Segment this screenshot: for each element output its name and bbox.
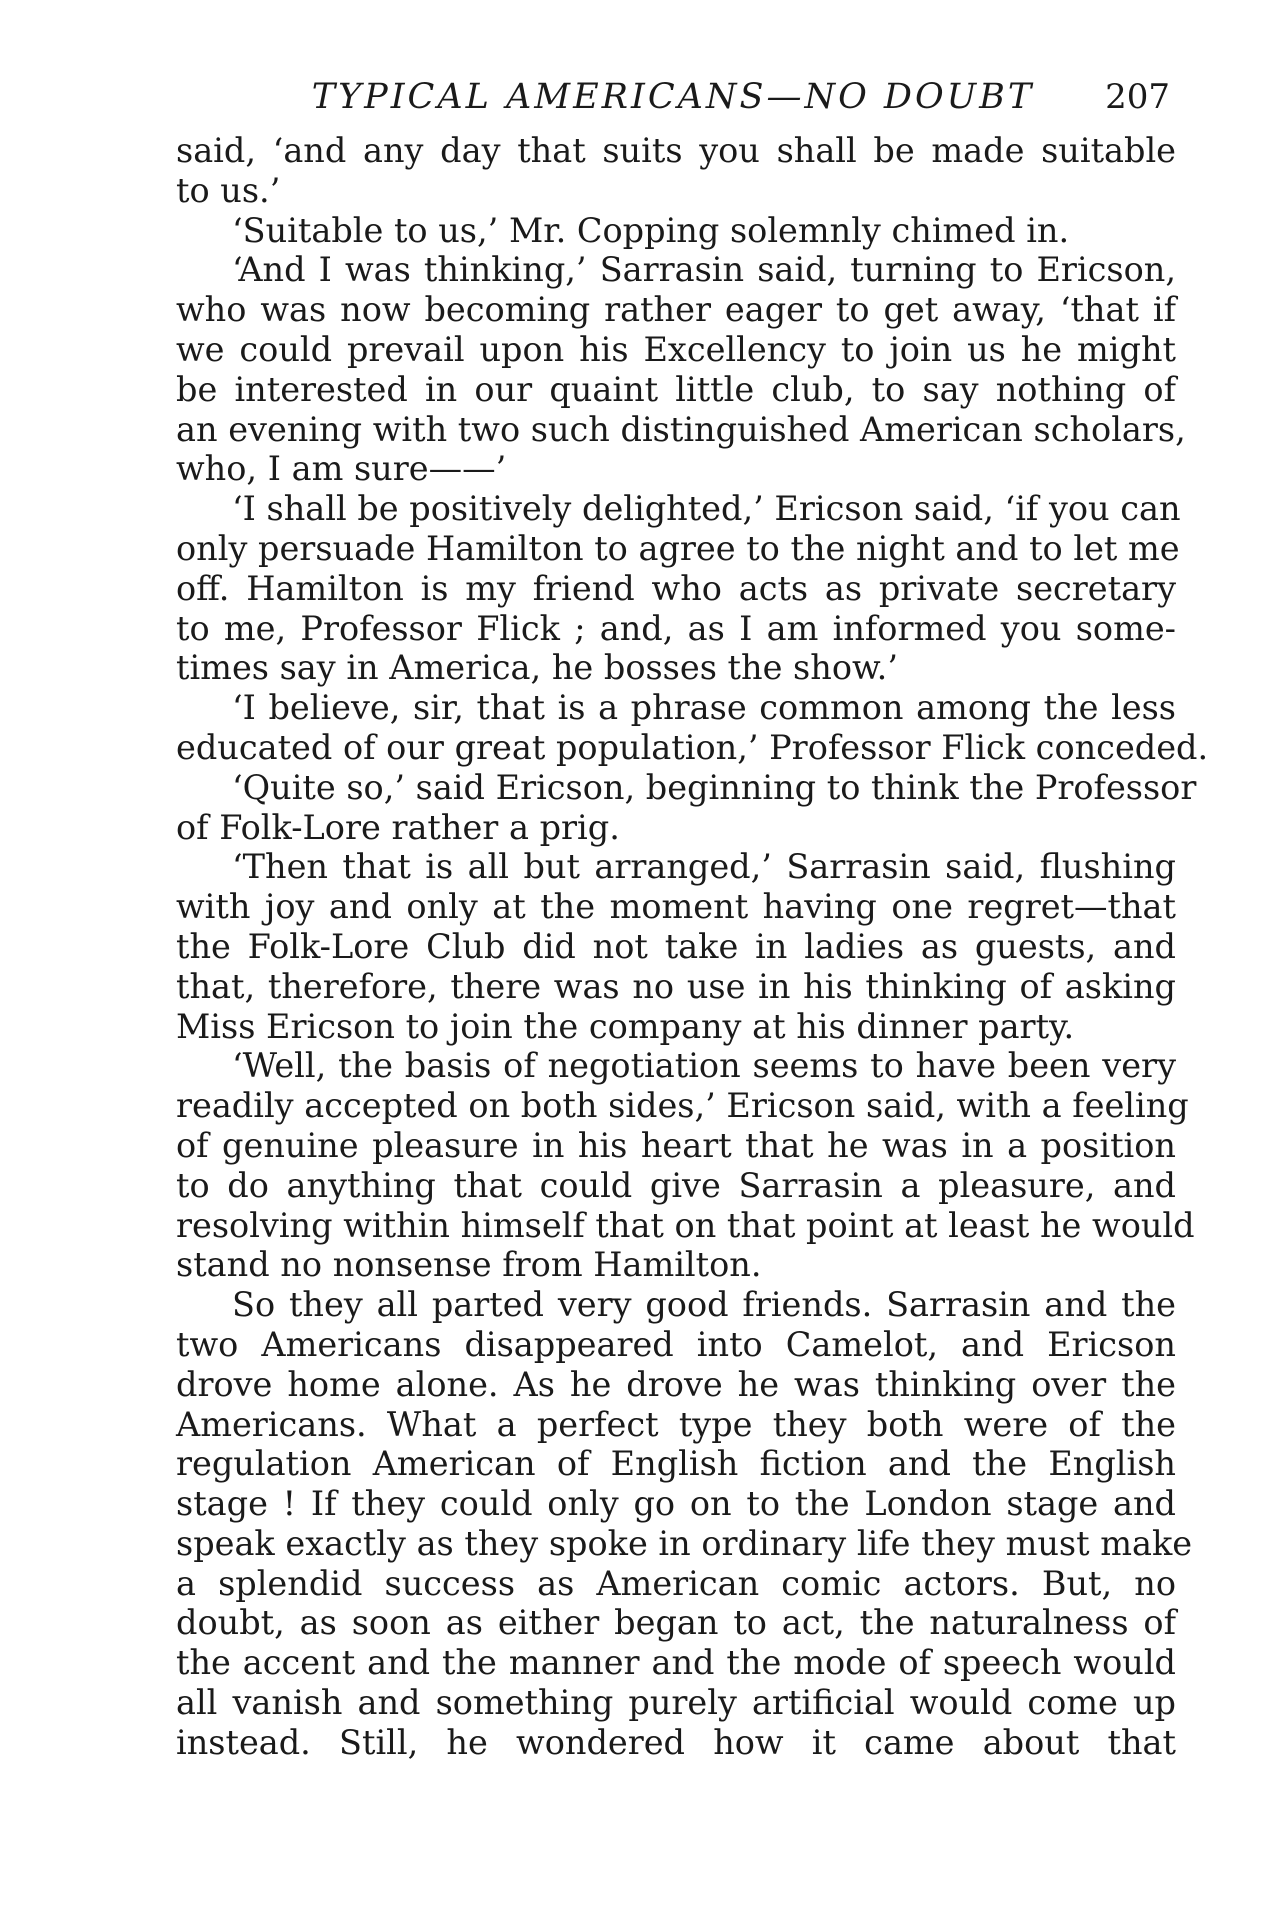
text-line: times say in America, he bosses the show.’: [176, 648, 898, 688]
text-line: with joy and only at the moment having one regret—that: [176, 887, 1176, 927]
text-line: who, I am sure——’: [176, 449, 507, 489]
text-line: regulation American of English fiction and the English: [176, 1444, 1176, 1484]
text-line: ‘Then that is all but arranged,’ Sarrasin said, flushing: [232, 847, 1176, 887]
text-line: doubt, as soon as either began to act, the naturalness of: [176, 1603, 1176, 1643]
text-line: an evening with two such distinguished American scholars,: [176, 409, 1186, 449]
text-line: Americans. What a perfect type they both were of the: [176, 1404, 1176, 1444]
text-line: Miss Ericson to join the company at his dinner party.: [176, 1006, 1075, 1046]
text-line: ‘Quite so,’ said Ericson, beginning to think the Professor: [232, 767, 1197, 807]
text-line: who was now becoming rather eager to get away, ‘that if: [176, 290, 1176, 330]
text-line: two Americans disappeared into Camelot, and Ericson: [176, 1324, 1176, 1364]
text-line: a splendid success as American comic actors. But, no: [176, 1563, 1176, 1603]
text-line: educated of our great population,’ Professor Flick conceded.: [176, 727, 1209, 767]
text-line: drove home alone. As he drove he was thinking over the: [176, 1364, 1176, 1404]
text-line: of genuine pleasure in his heart that he was in a position: [176, 1125, 1176, 1165]
text-line: to do anything that could give Sarrasin a pleasure, and: [176, 1165, 1176, 1205]
text-line: off. Hamilton is my friend who acts as private secretary: [176, 568, 1176, 608]
running-title: TYPICAL AMERICANS—NO DOUBT: [311, 77, 1035, 117]
text-line: all vanish and something purely artificial would come up: [176, 1683, 1176, 1723]
text-line: stage ! If they could only go on to the London stage and: [176, 1484, 1176, 1524]
text-line: we could prevail upon his Excellency to join us he might: [176, 329, 1176, 369]
running-head: [176, 74, 1170, 120]
text-line: instead. Still, he wondered how it came about that: [176, 1722, 1176, 1762]
text-line: the Folk-Lore Club did not take in ladies as guests, and: [176, 926, 1176, 966]
text-line: said, ‘and any day that suits you shall be made suitable: [176, 131, 1176, 170]
page-number: 207: [1105, 77, 1170, 117]
text-line: of Folk-Lore rather a prig.: [176, 807, 620, 847]
text-line: ‘Well, the basis of negotiation seems to have been very: [232, 1046, 1176, 1086]
text-line: only persuade Hamilton to agree to the night and to let me: [176, 528, 1180, 568]
text-line: ‘Suitable to us,’ Mr. Copping solemnly chimed in.: [232, 210, 1070, 250]
text-line: that, therefore, there was no use in his thinking of asking: [176, 966, 1176, 1006]
text-line: speak exactly as they spoke in ordinary life they must make: [176, 1523, 1193, 1563]
text-line: to me, Professor Flick ; and, as I am informed you some-: [176, 608, 1176, 648]
text-line: ‘And I was thinking,’ Sarrasin said, turning to Ericson,: [232, 250, 1176, 290]
text-line: resolving within himself that on that point at least he would: [176, 1205, 1195, 1245]
text-line: be interested in our quaint little club, to say nothing of: [176, 369, 1176, 409]
text-line: to us.’: [176, 170, 281, 210]
text-line: the accent and the manner and the mode of speech would: [176, 1643, 1176, 1683]
text-line: ‘I believe, sir, that is a phrase common among the less: [232, 688, 1176, 728]
body-text: [176, 131, 1209, 1763]
text-line: readily accepted on both sides,’ Ericson said, with a feeling: [176, 1086, 1189, 1126]
text-line: ‘I shall be positively delighted,’ Ericson said, ‘if you can: [232, 489, 1181, 529]
text-line: So they all parted very good friends. Sarrasin and the: [232, 1285, 1176, 1325]
text-line: stand no nonsense from Hamilton.: [176, 1245, 762, 1285]
